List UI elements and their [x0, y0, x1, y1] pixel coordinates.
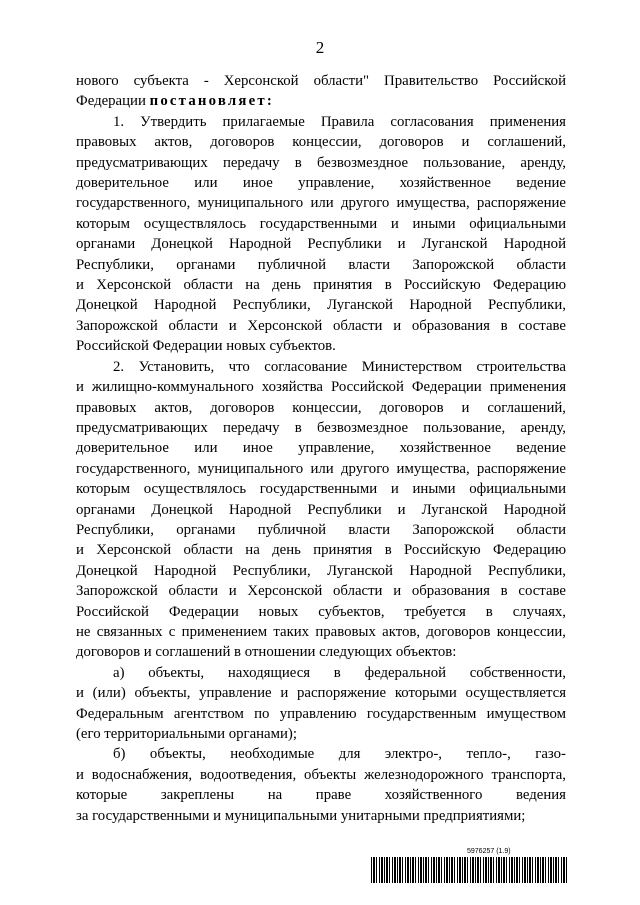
text-line: за государственными и муниципальными унитарными предприятиями; [76, 807, 526, 824]
text-line: Федеральным агентством по управлению государственным имуществом [76, 705, 566, 722]
text-line: Российской Федерации новых субъектов, требуется в случаях, [76, 603, 566, 620]
text-line: которым осуществлялось государственными и иными официальными [76, 215, 566, 232]
text-line: Запорожской области и Херсонской области и образования в составе [76, 583, 566, 600]
text-line: органами Донецкой Народной Республики и Луганской Народной [76, 501, 566, 518]
document-body [76, 71, 566, 826]
text-line: и жилищно-коммунального хозяйства Российской Федерации применения [76, 379, 566, 396]
page-number: 2 [315, 38, 325, 57]
text-line: предусматривающих передачу в безвозмездное пользование, аренду, [76, 419, 566, 436]
text-line: предусматривающих передачу в безвозмездное пользование, аренду, [76, 154, 566, 171]
text-line: которые закреплены на праве хозяйственного ведения [76, 787, 566, 804]
text-line: правовых актов, договоров концессии, договоров и соглашений, [76, 134, 566, 151]
text-line: и Херсонской области на день принятия в Российскую Федерацию [76, 542, 566, 559]
text-line: договоров и соглашений в отношении следующих объектов: [76, 644, 457, 661]
text-line: государственного, муниципального или другого имущества, распоряжение [76, 195, 566, 212]
item-a-start: а) объекты, находящиеся в федеральной собственности, [113, 664, 566, 681]
item-b-start: б) объекты, необходимые для электро-, тепло-, газо- [113, 746, 566, 763]
text-line: Донецкой Народной Республики, Луганской Народной Республики, [76, 297, 566, 314]
text-fragment: Федерации [76, 93, 150, 110]
text-line: и Херсонской области на день принятия в Российскую Федерацию [76, 277, 566, 294]
text-line: и водоснабжения, водоотведения, объекты железнодорожного транспорта, [76, 766, 566, 783]
text-line: доверительное или иное управление, хозяйственное ведение [76, 440, 566, 457]
barcode-label: 5976257 (1.9) [467, 848, 511, 855]
text-line: (его территориальными органами); [76, 726, 297, 742]
text-line: Республики, органами публичной власти Запорожской области [76, 256, 566, 273]
barcode [371, 857, 567, 883]
text-line [76, 91, 566, 111]
text-line: правовых актов, договоров концессии, договоров и соглашений, [76, 399, 566, 416]
text-line: не связанных с применением таких правовых актов, договоров концессии, [76, 623, 566, 640]
text-line: Российской Федерации новых субъектов. [76, 338, 336, 355]
text-line: доверительное или иное управление, хозяйственное ведение [76, 175, 566, 192]
text-line: органами Донецкой Народной Республики и Луганской Народной [76, 236, 566, 253]
paragraph-1-start: 1. Утвердить прилагаемые Правила согласования применения [113, 113, 566, 130]
text-line: нового субъекта - Херсонской области" Правительство Российской [76, 73, 566, 89]
text-line: которым осуществлялось государственными и иными официальными [76, 481, 566, 498]
barcode-block [371, 848, 567, 884]
paragraph-2-start: 2. Установить, что согласование Министерством строительства [113, 358, 566, 375]
text-line: Донецкой Народной Республики, Луганской Народной Республики, [76, 562, 566, 579]
text-line: и (или) объекты, управление и распоряжение которыми осуществляется [76, 685, 566, 702]
text-line: Республики, органами публичной власти Запорожской области [76, 521, 566, 538]
text-line: государственного, муниципального или другого имущества, распоряжение [76, 460, 566, 477]
text-line: Запорожской области и Херсонской области и образования в составе [76, 317, 566, 334]
resolution-keyword: постановляет: [149, 93, 274, 110]
